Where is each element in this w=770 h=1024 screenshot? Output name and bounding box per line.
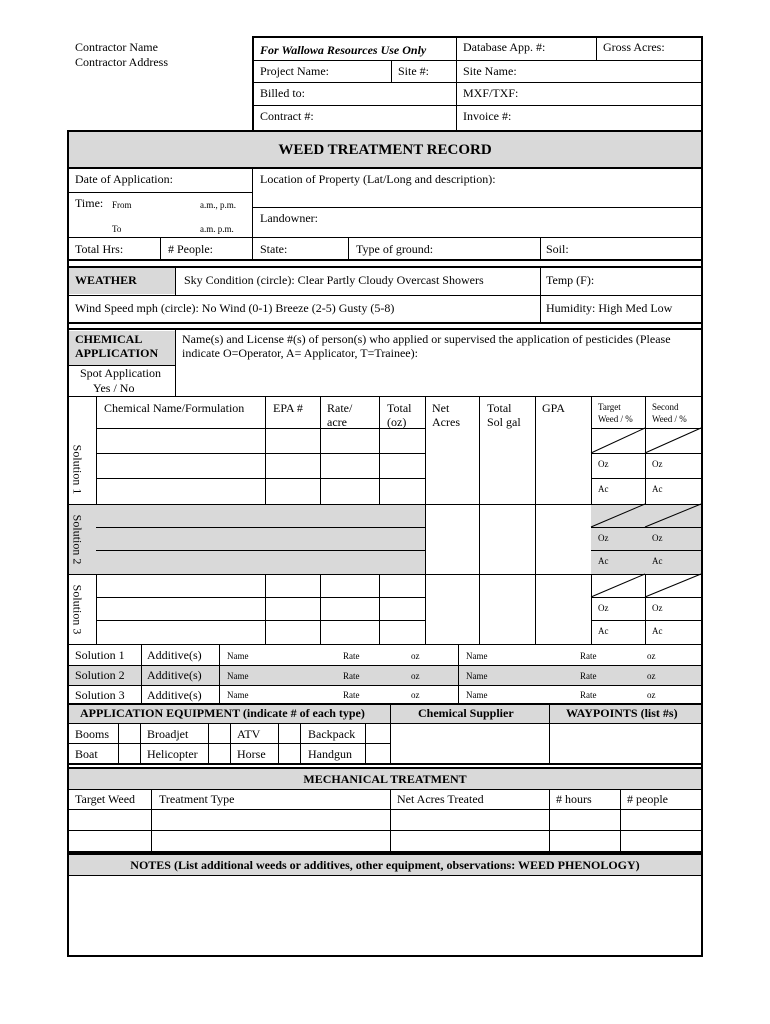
mech-net-acres: Net Acres Treated	[397, 792, 484, 806]
target-ac-1: Ac	[598, 484, 609, 494]
additive-row-1-name-2[interactable]: Name	[466, 651, 488, 661]
wind-speed-options[interactable]: Wind Speed mph (circle): No Wind (0-1) Breeze (2-5) Gusty (5-8)	[75, 301, 395, 315]
mechanical-label: MECHANICAL TREATMENT	[303, 772, 467, 786]
soil-field[interactable]: Soil:	[546, 242, 569, 256]
equip-boat: Boat	[75, 747, 98, 761]
col-total-1: Total	[387, 401, 412, 415]
second-oz-3: Oz	[652, 603, 663, 613]
chemical-supplier-label: Chemical Supplier	[418, 706, 514, 720]
second-oz-1: Oz	[652, 459, 663, 469]
mxf-txf-field[interactable]: MXF/TXF:	[463, 86, 519, 100]
site-number-field[interactable]: Site #:	[398, 64, 430, 78]
equip-broadjet: Broadjet	[147, 727, 189, 741]
additive-row-1-additive: Additive(s)	[147, 648, 202, 662]
target-oz-1: Oz	[598, 459, 609, 469]
equip-booms: Booms	[75, 727, 110, 741]
invoice-number-field[interactable]: Invoice #:	[463, 109, 512, 123]
additive-row-1-rate-1[interactable]: Rate	[343, 651, 360, 661]
form-title: WEED TREATMENT RECORD	[278, 142, 492, 158]
applicator-names-line-1: Name(s) and License #(s) of person(s) who applied or supervised the application of pesticides (Please	[182, 332, 671, 346]
chemical-label-2: APPLICATION	[75, 346, 159, 360]
additive-row-2-rate-1[interactable]: Rate	[343, 671, 360, 681]
ground-type-field[interactable]: Type of ground:	[356, 242, 434, 256]
second-ac-2: Ac	[652, 556, 663, 566]
col-net-acres-2: Acres	[432, 415, 460, 429]
am-pm-to[interactable]: a.m. p.m.	[200, 224, 234, 234]
col-second-weed-1: Second	[652, 402, 679, 412]
col-target-weed-1: Target	[598, 402, 621, 412]
additive-row-2-label: Solution 2	[75, 668, 125, 682]
col-epa: EPA #	[273, 401, 303, 415]
date-of-application-field[interactable]: Date of Application:	[75, 172, 173, 186]
notes-label: NOTES (List additional weeds or additives, other equipment, observations: WEED PHENOLOGY)	[130, 858, 640, 872]
equip-atv: ATV	[237, 727, 261, 741]
temperature-field[interactable]: Temp (F):	[546, 273, 595, 287]
solution-1-label: Solution 1	[70, 444, 85, 495]
additive-row-3-rate-1[interactable]: Rate	[343, 690, 360, 700]
spot-application-label: Spot Application	[80, 366, 161, 380]
equip-horse: Horse	[237, 747, 266, 761]
use-only-label: For Wallowa Resources Use Only	[260, 43, 427, 57]
col-rate-2: acre	[327, 415, 347, 429]
second-ac-3: Ac	[652, 626, 663, 636]
contract-number-field[interactable]: Contract #:	[260, 109, 314, 123]
mech-target-weed: Target Weed	[75, 792, 136, 806]
weather-label: WEATHER	[75, 273, 137, 287]
time-from-label: From	[112, 200, 132, 210]
spot-application-yes-no[interactable]: Yes / No	[93, 381, 135, 395]
additive-row-3-oz-2[interactable]: oz	[647, 690, 656, 700]
sky-condition-options[interactable]: Sky Condition (circle): Clear Partly Cloudy Overcast Showers	[184, 273, 484, 287]
total-hours-field[interactable]: Total Hrs:	[75, 242, 124, 256]
mech-people: # people	[627, 792, 668, 806]
site-name-field[interactable]: Site Name:	[463, 64, 517, 78]
additive-row-1-oz-2[interactable]: oz	[647, 651, 656, 661]
equipment-label: APPLICATION EQUIPMENT (indicate # of each type)	[80, 706, 365, 720]
additive-row-3-rate-2[interactable]: Rate	[580, 690, 597, 700]
additive-row-2-oz-1[interactable]: oz	[411, 671, 420, 681]
additive-row-1-label: Solution 1	[75, 648, 125, 662]
mech-hours: # hours	[556, 792, 592, 806]
contractor-name: Contractor Name	[75, 40, 158, 54]
col-target-weed-2: Weed / %	[598, 414, 633, 424]
col-net-acres-1: Net	[432, 401, 450, 415]
project-name-field[interactable]: Project Name:	[260, 64, 329, 78]
target-oz-3: Oz	[598, 603, 609, 613]
additive-row-3-label: Solution 3	[75, 688, 125, 702]
target-oz-2: Oz	[598, 533, 609, 543]
col-total-sol-2: Sol gal	[487, 415, 521, 429]
billed-to-field[interactable]: Billed to:	[260, 86, 305, 100]
col-total-2: (oz)	[387, 415, 407, 429]
col-rate-1: Rate/	[327, 401, 353, 415]
additive-row-3-name-1[interactable]: Name	[227, 690, 249, 700]
mech-treatment-type: Treatment Type	[159, 792, 235, 806]
chemical-label-1: CHEMICAL	[75, 332, 143, 346]
additive-row-2-additive: Additive(s)	[147, 668, 202, 682]
am-pm-from[interactable]: a.m., p.m.	[200, 200, 236, 210]
col-second-weed-2: Weed / %	[652, 414, 687, 424]
gross-acres-field[interactable]: Gross Acres:	[603, 40, 665, 54]
additive-row-2-rate-2[interactable]: Rate	[580, 671, 597, 681]
additive-row-2-name-1[interactable]: Name	[227, 671, 249, 681]
solution-3-label: Solution 3	[70, 584, 85, 635]
col-total-sol-1: Total	[487, 401, 512, 415]
state-field[interactable]: State:	[260, 242, 288, 256]
database-app-field[interactable]: Database App. #:	[463, 40, 546, 54]
landowner-field[interactable]: Landowner:	[260, 211, 318, 225]
notes-area[interactable]	[69, 876, 701, 954]
contractor-address: Contractor Address	[75, 55, 168, 69]
additive-row-3-additive: Additive(s)	[147, 688, 202, 702]
additive-row-1-rate-2[interactable]: Rate	[580, 651, 597, 661]
additive-row-2-oz-2[interactable]: oz	[647, 671, 656, 681]
additive-row-2-name-2[interactable]: Name	[466, 671, 488, 681]
additive-row-1-name-1[interactable]: Name	[227, 651, 249, 661]
second-oz-2: Oz	[652, 533, 663, 543]
time-label: Time:	[75, 196, 104, 210]
time-to-label: To	[112, 224, 122, 234]
waypoints-label: WAYPOINTS (list #s)	[566, 706, 678, 720]
additive-row-1-oz-1[interactable]: oz	[411, 651, 420, 661]
location-field[interactable]: Location of Property (Lat/Long and description):	[260, 172, 496, 186]
target-ac-3: Ac	[598, 626, 609, 636]
humidity-options[interactable]: Humidity: High Med Low	[546, 301, 673, 315]
col-chemical-name: Chemical Name/Formulation	[104, 401, 245, 415]
equip-helicopter: Helicopter	[147, 747, 198, 761]
second-ac-1: Ac	[652, 484, 663, 494]
target-ac-2: Ac	[598, 556, 609, 566]
equip-backpack: Backpack	[308, 727, 356, 741]
col-gpa: GPA	[542, 401, 565, 415]
solution-2-label: Solution 2	[70, 514, 85, 565]
additive-row-3-oz-1[interactable]: oz	[411, 690, 420, 700]
additive-row-3-name-2[interactable]: Name	[466, 690, 488, 700]
applicator-names-line-2: indicate O=Operator, A= Applicator, T=Trainee):	[182, 346, 418, 360]
equip-handgun: Handgun	[308, 747, 352, 761]
people-count-field[interactable]: # People:	[168, 242, 213, 256]
